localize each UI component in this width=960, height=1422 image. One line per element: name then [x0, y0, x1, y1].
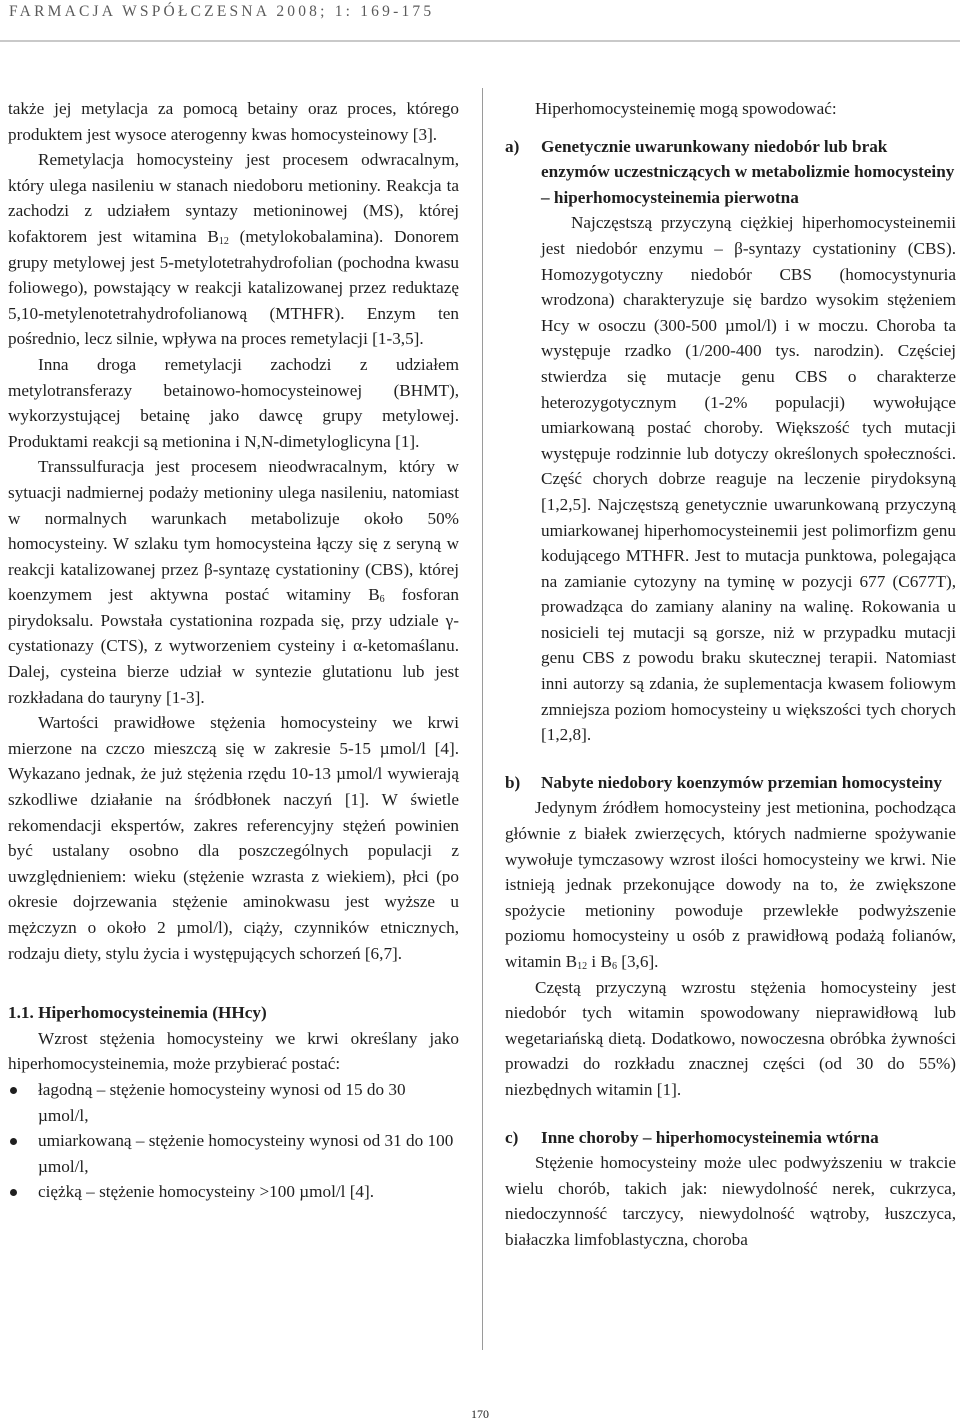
- page-number: 170: [471, 1407, 489, 1421]
- left-column: [8, 96, 459, 1205]
- item-heading-c: c) Inne choroby – hiperhomocysteinemia wtórna: [505, 1127, 879, 1147]
- paragraph: Jedynym źródłem homocysteiny jest metionina, pochodząca głównie z białek zwierzęcych, których nadmierne spożywanie wywołuje tymczasowy wzrost ilości homocysteiny we krwi. Nie istnieją jednak przekonujące dowody na to, że zwiększone spożycie metioniny powoduje przewlekłe podwyższenie poziomu homocysteiny u osób z prawidłową podażą folianów, witamin $B_{12}$ i $B_6$ [3,6].: [505, 798, 956, 972]
- paragraph: także jej metylacja za pomocą betainy oraz proces, którego produktem jest wysoce aterogenny kwas homocysteinowy [3].: [8, 99, 459, 144]
- journal-header: FARMACJA WSPÓŁCZESNA 2008; 1: 169-175: [9, 3, 435, 20]
- item-heading-b: b) Nabyte niedobory koenzymów przemian homocysteiny: [505, 772, 943, 792]
- list-item: umiarkowaną – stężenie homocysteiny wynosi od 31 do 100 µmol/l,: [8, 1128, 459, 1179]
- item-heading-a: a) Genetycznie uwarunkowany niedobór lub brak enzymów uczestniczących w metabolizmie homocysteiny – hiperhomocysteinemia pierwotna: [505, 136, 955, 207]
- paragraph: Hiperhomocysteinemię mogą spowodować:: [535, 99, 837, 118]
- severity-list: [8, 1077, 459, 1205]
- list-item: ciężką – stężenie homocysteiny >100 µmol/l [4].: [8, 1179, 459, 1205]
- header-divider: [0, 40, 960, 42]
- paragraph: Remetylacja homocysteiny jest procesem odwracalnym, który ulega nasileniu w stanach niedoboru metioniny. Reakcja ta zachodzi z udziałem syntazy metioninowej (MS), której kofaktorem jest witamina $B_{12}$ (metylokobalamina). Donorem grupy metylowej jest 5-metylotetrahydrofolian (pochodna kwasu foliowego), powstający w reakcji katalizowanej przez reduktazę 5,10-metylenotetrahydrofolianową (MTHFR). Enzym ten pośrednio, lecz silnie, wpływa na proces remetylacji [1-3,5].: [8, 150, 459, 349]
- paragraph: Najczęstszą przyczyną ciężkiej hiperhomocysteinemii jest niedobór enzymu – β-syntazy cystationiny (CBS). Homozygotyczny niedobór CBS (homocystynuria wrodzona) charakteryzuje się bardzo wysokim stężeniem Hcy w osoczu (300-500 µmol/l) i w moczu. Choroba ta występuje rzadko (1/200-400 tys. narodzin). Częściej stwierdza się mutacje genu CBS o charakterze heterozygotycznym (1-2% populacji) wywołujące umiarkowaną postać choroby. Większość tych mutacji występuje rodzinnie lub dotyczy określonych społeczności. Część chorych dobrze reaguje na leczenie pirydoksyną [1,2,5]. Najczęstszą genetycznie uwarunkowaną przyczyną umiarkowanej hiperhomocysteinemii jest polimorfizm genu kodującego MTHFR. Jest to mutacja punktowa, polegająca na zamianie cytozyny na tyminę w pozycji 677 (C677T), prowadząca do zamiany alaniny na walinę. Rokowania u nosicieli tej mutacji są gorsze, niż w przypadku mutacji genu CBS z powodu braku skutecznej terapii. Natomiast inni autorzy są zdania, że suplementacja kwasem foliowym zmniejsza poziom homocysteiny u większości tych chorych [1,2,8].: [541, 213, 956, 745]
- column-divider: [482, 88, 483, 1350]
- paragraph: Wzrost stężenia homocysteiny we krwi określany jako hiperhomocysteinemia, może przybierać postać:: [8, 1028, 459, 1074]
- paragraph: Częstą przyczyną wzrostu stężenia homocysteiny jest niedobór tych witamin spowodowany nieprawidłową lub wegetariańską dietą. Dodatkowo, nowoczesna obróbka żywności prowadzi do rozkładu znacznej części (od 30 do 55%) niezbędnych witamin [1].: [505, 977, 956, 1099]
- section-heading: 1.1. Hiperhomocysteinemia (HHcy): [8, 1003, 267, 1023]
- paragraph: Transsulfuracja jest procesem nieodwracalnym, który w sytuacji nadmiernej podaży metioniny ulega nasileniu, natomiast w normalnych warunkach metabolizuje około 50% homocysteiny. W szlaku tym homocysteina łączy się z seryną w reakcji katalizowanej przez β-syntazę cystationiny (CBS), której koenzymem jest aktywna postać witaminy $B_6$ fosforan pirydoksalu. Powstała cystationina rozpada się, przy udziale γ-cystationazy (CTS), z wytworzeniem cysteiny i α-ketomaślanu. Dalej, cysteina bierze udział w syntezie glutationu lub jest rozkładana do tauryny [1-3].: [8, 457, 459, 707]
- paragraph: Inna droga remetylacji zachodzi z udziałem metylotransferazy betainowo-homocysteinowej (BHMT), wykorzystującej betainę jako dawcę grupy metylowej. Produktami reakcji są metionina i N,N-dimetyloglicyna [1].: [8, 354, 459, 451]
- list-item: łagodną – stężenie homocysteiny wynosi od 15 do 30 µmol/l,: [8, 1077, 459, 1128]
- right-column: [505, 96, 956, 1253]
- paragraph: Stężenie homocysteiny może ulec podwyższeniu w trakcie wielu chorób, takich jak: niewydolność nerek, cukrzyca, niedoczynność tarczycy, niewydolność wątroby, łuszczyca, białaczka limfoblastyczna, choroba: [505, 1153, 956, 1249]
- paragraph: Wartości prawidłowe stężenia homocysteiny we krwi mierzone na czczo mieszczą się w zakresie 5-15 µmol/l [4]. Wykazano jednak, że już stężenia rzędu 10-13 µmol/l wywierają szkodliwe działanie na śródbłonek naczyń [1]. W świetle rekomendacji ekspertów, zakres referencyjny stężeń powinien być ustalany osobno dla poszczególnych populacji z uwzględnieniem: wieku (stężenie wzrasta z wiekiem), płci (po okresie dojrzewania stężenie aminokwasu jest wyższe u mężczyzn o około 2 µmol/l), ciąży, czynników etnicznych, rodzaju diety, stylu życia i występujących schorzeń [6,7].: [8, 713, 459, 963]
